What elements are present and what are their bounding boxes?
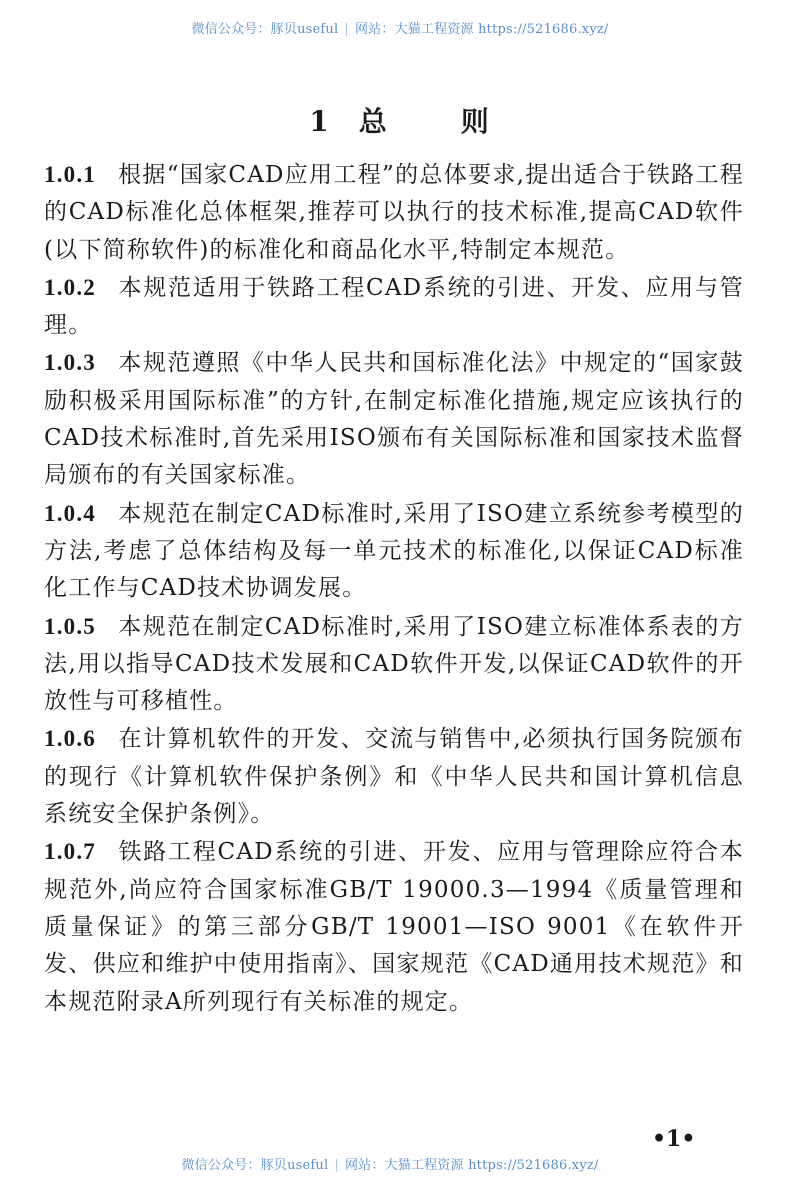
clause-text: 本规范在制定CAD标准时,采用了ISO建立系统参考模型的方法,考虑了总体结构及每一单元技术的标准化,以保证CAD标准化工作与CAD技术协调发展。: [44, 500, 744, 602]
clause-number: 1.0.6: [44, 726, 96, 752]
chapter-number: 1: [309, 105, 331, 138]
watermark-header: [0, 18, 800, 37]
clause-number: 1.0.7: [44, 839, 96, 865]
clause-number: 1.0.2: [44, 274, 96, 300]
clause-1-0-6: [44, 720, 744, 833]
clause-number: 1.0.3: [44, 350, 96, 376]
clause-1-0-5: [44, 608, 744, 721]
clause-1-0-7: [44, 833, 744, 1020]
chapter-title-char1: 总: [358, 105, 389, 138]
chapter-title-char2: 则: [460, 105, 491, 138]
clause-number: 1.0.5: [44, 613, 96, 639]
clause-text: 本规范遵照《中华人民共和国标准化法》中规定的“国家鼓励积极采用国际标准”的方针,在制定标准化措施,规定应该执行的CAD技术标准时,首先采用ISO颁布有关国际标准和国家技术监督局颁布的有关国家标准。: [44, 350, 744, 489]
watermark-website: 网站：大猫工程资源 https://521686.xyz/: [344, 1158, 599, 1173]
clause-number: 1.0.1: [44, 162, 96, 187]
clause-text: 本规范在制定CAD标准时,采用了ISO建立标准体系表的方法,用以指导CAD技术发展和CAD软件开发,以保证CAD软件的开放性与可移植性。: [44, 613, 744, 715]
document-body: [44, 156, 744, 1021]
watermark-wechat: 微信公众号：豚贝useful: [181, 1158, 329, 1173]
watermark-wechat: 微信公众号：豚贝useful: [191, 22, 339, 37]
watermark-website: 网站：大猫工程资源 https://521686.xyz/: [354, 22, 609, 37]
clause-1-0-2: [44, 269, 744, 345]
clause-text: 本规范适用于铁路工程CAD系统的引进、开发、应用与管理。: [44, 274, 744, 339]
chapter-title: [0, 100, 800, 140]
watermark-separator: |: [344, 22, 349, 37]
clause-1-0-4: [44, 495, 744, 608]
watermark-separator: |: [334, 1158, 339, 1173]
clause-text: 在计算机软件的开发、交流与销售中,必须执行国务院颁布的现行《计算机软件保护条例》和《中华人民共和国计算机信息系统安全保护条例》。: [44, 726, 744, 828]
watermark-footer: [0, 1154, 790, 1173]
clause-number: 1.0.4: [44, 500, 96, 526]
clause-text: 根据“国家CAD应用工程”的总体要求,提出适合于铁路工程的CAD标准化总体框架,推荐可以执行的技术标准,提高CAD软件(以下简称软件)的标准化和商品化水平,特制定本规范。: [44, 162, 744, 263]
clause-1-0-3: [44, 344, 744, 494]
clause-1-0-1: [44, 156, 744, 269]
clause-text: 铁路工程CAD系统的引进、开发、应用与管理除应符合本规范外,尚应符合国家标准GB/T 19000.3—1994《质量管理和质量保证》的第三部分GB/T 19001—ISO 9001《在软件开发、供应和维护中使用指南》、国家规范《CAD通用技术规范》和本规范附录A所列现行有关标准的规定。: [44, 839, 744, 1015]
page-number: •1•: [652, 1126, 696, 1152]
